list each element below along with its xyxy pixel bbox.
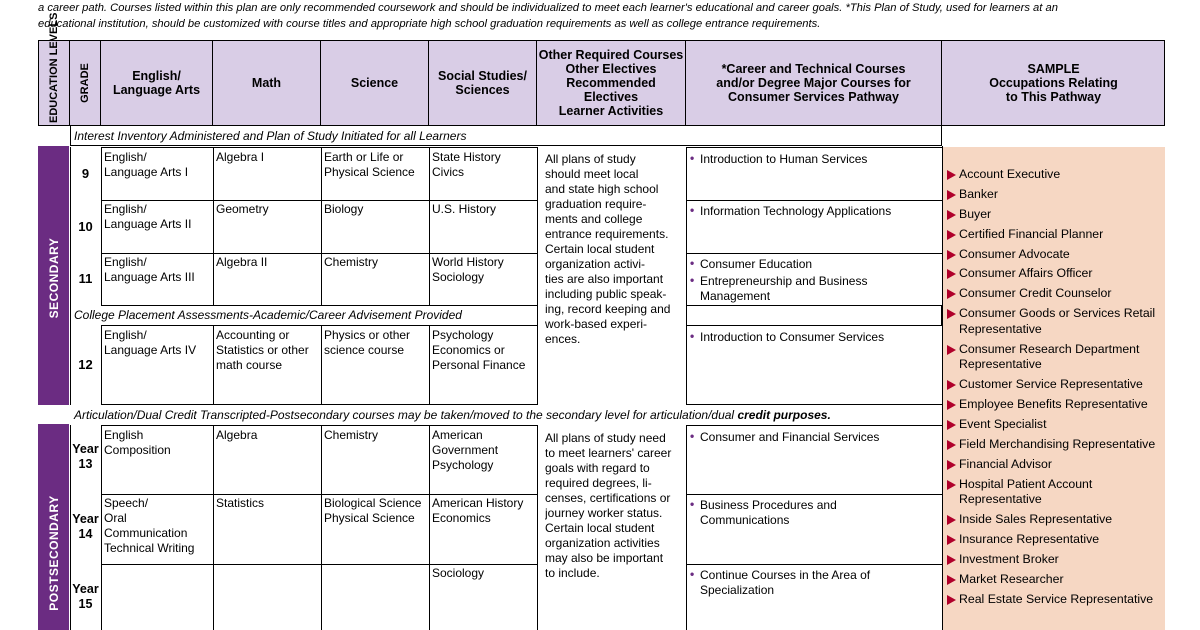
science-course: Biological Science Physical Science bbox=[324, 496, 422, 525]
occupation-label: Consumer Credit Counselor bbox=[959, 286, 1112, 301]
english-course: English/ Language Arts IV bbox=[104, 328, 197, 357]
math-course: Algebra I bbox=[216, 150, 265, 164]
grid-line bbox=[101, 404, 537, 405]
arrow-right-icon bbox=[947, 345, 956, 355]
science-course: Chemistry bbox=[324, 428, 379, 442]
occupation-item bbox=[947, 342, 1161, 373]
arrow-right-icon bbox=[947, 400, 956, 410]
science-course: Physics or other science course bbox=[324, 328, 411, 357]
occupation-label: Consumer Advocate bbox=[959, 246, 1070, 261]
arrow-right-icon bbox=[947, 170, 956, 180]
grid-line bbox=[101, 200, 537, 201]
occupation-item bbox=[947, 306, 1161, 337]
grid-line bbox=[686, 147, 942, 148]
grid-line bbox=[101, 325, 537, 326]
grid-line bbox=[70, 425, 71, 630]
occupation-label: Buyer bbox=[959, 206, 992, 221]
grid-line bbox=[686, 200, 942, 201]
math-course: Geometry bbox=[216, 202, 269, 216]
grid-line bbox=[213, 325, 214, 405]
postsecondary-other-courses: All plans of study need to meet learners' career goals with regard to required degrees, li- censes, certifications or journey worker status. Certain local student organization activities may also be important to include. bbox=[545, 431, 672, 580]
math-course: Algebra bbox=[216, 428, 258, 442]
occupation-label: Consumer Research Department Representative bbox=[959, 341, 1140, 372]
grid-line bbox=[101, 564, 537, 565]
occupation-item bbox=[947, 572, 1161, 588]
social-studies-course: World History Sociology bbox=[432, 255, 504, 284]
postsecondary-career-course bbox=[690, 568, 938, 598]
career-course-label: Introduction to Human Services bbox=[700, 152, 868, 166]
bullet-icon: • bbox=[690, 430, 695, 443]
header-math: Math bbox=[213, 40, 321, 126]
header-grade-label: GRADE bbox=[79, 63, 91, 103]
header-english: English/ Language Arts bbox=[101, 40, 213, 126]
grade-year: Year 13 bbox=[72, 442, 99, 471]
grid-line bbox=[686, 305, 687, 325]
grade-year: Year 14 bbox=[72, 512, 99, 541]
occupation-item bbox=[947, 532, 1161, 548]
math-course: Algebra II bbox=[216, 255, 268, 269]
grade-year: Year 15 bbox=[72, 582, 99, 611]
arrow-right-icon bbox=[947, 440, 956, 450]
occupation-label: Consumer Affairs Officer bbox=[959, 266, 1093, 281]
grid-line bbox=[686, 425, 942, 426]
divider bbox=[70, 145, 942, 146]
grid-line bbox=[101, 425, 102, 630]
note-articulation bbox=[74, 408, 831, 423]
grid-line bbox=[686, 325, 942, 326]
social-studies-course: U.S. History bbox=[432, 202, 497, 216]
grid-line bbox=[321, 425, 322, 630]
occupation-item bbox=[947, 286, 1161, 302]
occupation-label: Employee Benefits Representative bbox=[959, 397, 1148, 412]
english-course: English Composition bbox=[104, 428, 171, 457]
occupation-label: Real Estate Service Representative bbox=[959, 591, 1154, 606]
occupation-label: Inside Sales Representative bbox=[959, 512, 1113, 527]
grid-line bbox=[101, 147, 537, 148]
occupation-item bbox=[947, 227, 1161, 243]
secondary-other-courses: All plans of study should meet local and state high school graduation require- ments and college entrance requirements. Certain local student organization activi- ties are also important including public speak- ing, record keeping and work-based experi- ences. bbox=[545, 152, 671, 346]
grid-line bbox=[686, 404, 942, 405]
grid-line bbox=[321, 325, 322, 405]
grid-line bbox=[101, 253, 537, 254]
arrow-right-icon bbox=[947, 555, 956, 565]
secondary-career-course bbox=[690, 152, 938, 167]
grade-number: 11 bbox=[78, 271, 93, 286]
grid-line bbox=[686, 564, 942, 565]
grid-line bbox=[101, 325, 102, 405]
grade-number: 9 bbox=[81, 166, 90, 181]
grid-line bbox=[686, 253, 942, 254]
occupations-panel bbox=[943, 147, 1165, 630]
arrow-right-icon bbox=[947, 420, 956, 430]
arrow-right-icon bbox=[947, 230, 956, 240]
grid-line bbox=[429, 425, 430, 630]
career-course-label: Consumer Education bbox=[700, 257, 813, 271]
secondary-career-course bbox=[690, 204, 938, 219]
arrow-right-icon bbox=[947, 595, 956, 605]
header-grade bbox=[70, 40, 101, 126]
occupation-item bbox=[947, 167, 1161, 183]
occupation-item bbox=[947, 477, 1161, 508]
intro-line-1: a career path. Courses listed within this plan are only recommended coursework and should be individualized to meet each learner's educational and career goals. *This Plan of Study, used for learners at an bbox=[38, 2, 1058, 14]
header-education-levels bbox=[38, 12, 70, 126]
grid-line bbox=[429, 147, 430, 305]
header-social-studies: Social Studies/ Sciences bbox=[429, 40, 537, 126]
arrow-right-icon bbox=[947, 515, 956, 525]
science-course: Earth or Life or Physical Science bbox=[324, 150, 415, 179]
career-course-label: Business Procedures and Communications bbox=[700, 498, 837, 527]
occupation-label: Market Researcher bbox=[959, 571, 1064, 586]
arrow-right-icon bbox=[947, 309, 956, 319]
grade-number: 10 bbox=[78, 218, 93, 234]
occupation-item bbox=[947, 552, 1161, 568]
occupation-label: Banker bbox=[959, 186, 998, 201]
occupation-item bbox=[947, 512, 1161, 528]
divider bbox=[70, 126, 71, 146]
occupation-label: Investment Broker bbox=[959, 551, 1059, 566]
career-course-label: Consumer and Financial Services bbox=[700, 430, 880, 444]
header-science: Science bbox=[321, 40, 429, 126]
bullet-icon: • bbox=[690, 568, 695, 581]
english-course: English/ Language Arts II bbox=[104, 202, 192, 231]
career-course-label: Continue Courses in the Area of Specialization bbox=[700, 568, 871, 597]
grid-line bbox=[101, 305, 537, 306]
bullet-icon: • bbox=[690, 274, 695, 287]
divider bbox=[941, 126, 942, 146]
intro-text bbox=[38, 0, 1188, 32]
header-sample-occupations: SAMPLE Occupations Relating to This Pathway bbox=[989, 62, 1118, 104]
occupation-item bbox=[947, 592, 1161, 608]
social-studies-course: Psychology Economics or Personal Finance bbox=[432, 328, 526, 372]
occupation-label: Hospital Patient Account Representative bbox=[959, 476, 1093, 507]
grid-line bbox=[213, 147, 214, 305]
postsecondary-career-course bbox=[690, 498, 938, 528]
grid-line bbox=[321, 147, 322, 305]
math-course: Statistics bbox=[216, 496, 265, 510]
bullet-icon: • bbox=[690, 257, 695, 270]
occupation-item bbox=[947, 417, 1161, 433]
science-course: Biology bbox=[324, 202, 364, 216]
occupation-item bbox=[947, 377, 1161, 393]
career-course-label: Entrepreneurship and Business Management bbox=[700, 274, 868, 303]
grid-line bbox=[686, 147, 687, 305]
note-articulation-bold: credit purposes. bbox=[737, 408, 831, 422]
note-articulation-text: Articulation/Dual Credit Transcripted-Postsecondary courses may be taken/moved to the secondary level for articulation/dual bbox=[74, 408, 738, 422]
career-course-label: Information Technology Applications bbox=[700, 204, 892, 218]
occupation-label: Consumer Goods or Services Retail Representative bbox=[959, 306, 1156, 336]
occupation-item bbox=[947, 266, 1161, 282]
bullet-icon: • bbox=[690, 152, 695, 165]
occupation-label: Certified Financial Planner bbox=[959, 226, 1104, 241]
note-interest-inventory: Interest Inventory Administered and Plan of Study Initiated for all Learners bbox=[74, 129, 467, 143]
occupation-item bbox=[947, 247, 1161, 263]
postsecondary-band-label: POSTSECONDARY bbox=[47, 495, 61, 611]
secondary-career-course bbox=[690, 274, 938, 304]
grid-line bbox=[686, 305, 942, 306]
arrow-right-icon bbox=[947, 535, 956, 545]
bullet-icon: • bbox=[690, 498, 695, 511]
social-studies-course: Sociology bbox=[432, 566, 485, 580]
social-studies-course: American Government Psychology bbox=[432, 428, 499, 472]
grid-line bbox=[537, 147, 538, 405]
social-studies-course: American History Economics bbox=[432, 496, 524, 525]
bullet-icon: • bbox=[690, 204, 695, 217]
header-education-levels-label: EDUCATION LEVELS bbox=[47, 12, 60, 123]
postsecondary-career-course bbox=[690, 430, 938, 445]
header-other-courses: Other Required Courses Other Electives Recommended Electives Learner Activities bbox=[537, 40, 686, 126]
occupation-item bbox=[947, 437, 1161, 453]
arrow-right-icon bbox=[947, 575, 956, 585]
occupation-item bbox=[947, 187, 1161, 203]
secondary-band bbox=[38, 146, 69, 405]
english-course: English/ Language Arts I bbox=[104, 150, 189, 179]
secondary-band-label: SECONDARY bbox=[47, 237, 61, 319]
grid-line bbox=[101, 147, 102, 305]
english-course: English/ Language Arts III bbox=[104, 255, 195, 284]
grid-line bbox=[101, 425, 537, 426]
occupation-item bbox=[947, 207, 1161, 223]
occupation-item bbox=[947, 457, 1161, 473]
grid-line bbox=[537, 425, 538, 630]
science-course: Chemistry bbox=[324, 255, 379, 269]
grade-number: 12 bbox=[78, 357, 93, 372]
occupation-label: Account Executive bbox=[959, 167, 1061, 181]
note-college-placement: College Placement Assessments-Academic/Career Advisement Provided bbox=[74, 308, 462, 322]
occupation-label: Event Specialist bbox=[959, 416, 1047, 431]
occupation-item bbox=[947, 397, 1161, 413]
arrow-right-icon bbox=[947, 289, 956, 299]
arrow-right-icon bbox=[947, 380, 956, 390]
occupation-label: Customer Service Representative bbox=[959, 377, 1143, 392]
postsecondary-band bbox=[38, 424, 69, 630]
occupation-label: Field Merchandising Representative bbox=[959, 436, 1156, 451]
arrow-right-icon bbox=[947, 210, 956, 220]
career-course-label: Introduction to Consumer Services bbox=[700, 330, 885, 344]
occupation-label: Financial Advisor bbox=[959, 456, 1052, 471]
arrow-right-icon bbox=[947, 250, 956, 260]
math-course: Accounting or Statistics or other math course bbox=[216, 328, 309, 372]
intro-line-2: educational institution, should be customized with course titles and appropriate high school graduation requirements as well as college entrance requirements. bbox=[38, 18, 821, 30]
grid-line bbox=[101, 494, 537, 495]
arrow-right-icon bbox=[947, 190, 956, 200]
secondary-career-course bbox=[690, 257, 938, 272]
occupation-label: Insurance Representative bbox=[959, 532, 1100, 547]
occupations-list bbox=[947, 167, 1161, 612]
grid-line bbox=[686, 325, 687, 405]
english-course: Speech/ Oral Communication Technical Writing bbox=[104, 496, 195, 555]
grid-line bbox=[686, 425, 687, 630]
arrow-right-icon bbox=[947, 460, 956, 470]
secondary-career-course bbox=[690, 330, 938, 345]
grid-line bbox=[686, 494, 942, 495]
bullet-icon: • bbox=[690, 330, 695, 343]
arrow-right-icon bbox=[947, 269, 956, 279]
grid-line bbox=[213, 425, 214, 630]
header-career-courses: *Career and Technical Courses and/or Degree Major Courses for Consumer Services Pathway bbox=[686, 40, 942, 126]
grid-line bbox=[70, 147, 71, 405]
arrow-right-icon bbox=[947, 480, 956, 490]
grid-line bbox=[429, 325, 430, 405]
social-studies-course: State History Civics bbox=[432, 150, 501, 179]
